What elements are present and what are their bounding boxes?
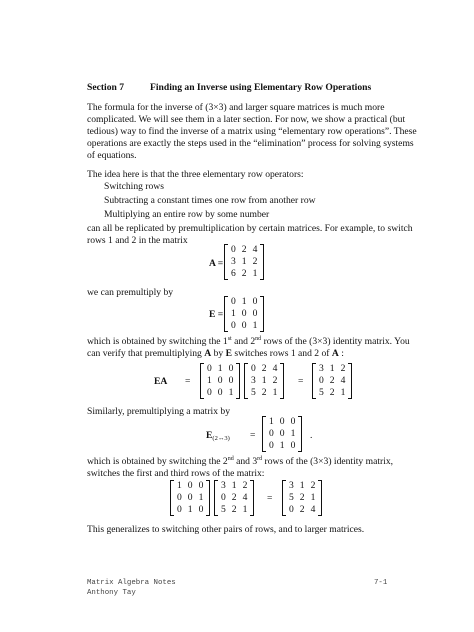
matrix-cell: 2 <box>231 492 237 503</box>
matrix-cell: 0 <box>231 244 236 255</box>
matrix-cell: 2 <box>231 504 237 515</box>
operation-item-1: Switching rows <box>104 181 164 192</box>
idea-line: The idea here is that the three elementary row operators: <box>87 169 304 180</box>
verify-line: can verify that premultiplying A by E switches rows 1 and 2 of A : <box>87 348 344 359</box>
matrix-cell: 1 <box>272 387 278 398</box>
matrix-row <box>248 363 280 375</box>
intro-line-4: operations are exactly the steps used in the “elimination” process for solving systems <box>87 138 414 149</box>
matrix-cell: 0 <box>207 363 212 374</box>
matrix-cell: 2 <box>329 387 335 398</box>
matrix-cell: 0 <box>198 504 204 515</box>
matrix-cell: 2 <box>340 363 346 374</box>
matrix-cell: 4 <box>252 244 258 255</box>
matrix-cell: 0 <box>289 504 294 515</box>
obtained-line-2: which is obtained by switching the 2nd and 3rd rows of the (3×3) identity matrix, <box>87 456 394 467</box>
matrix-cell: 0 <box>231 296 236 307</box>
footer-title: Matrix Algebra Notes <box>87 579 176 587</box>
matrix-cell: 0 <box>187 480 193 491</box>
obtained-line-1: which is obtained by switching the 1st and 2nd rows of the (3×3) identity matrix. You <box>87 336 410 347</box>
equation-A-label: A = <box>209 258 224 269</box>
matrix-row <box>228 268 260 280</box>
matrix-cell: 1 <box>217 363 223 374</box>
equals-sign: = <box>267 493 273 504</box>
matrix-row <box>248 387 280 399</box>
matrix-cell: 3 <box>231 256 236 267</box>
matrix-cell: 1 <box>231 480 237 491</box>
matrix-cell: 3 <box>251 375 256 386</box>
matrix-cell: 1 <box>187 504 193 515</box>
equals-sign: = <box>185 376 191 387</box>
matrix-cell: 0 <box>228 375 234 386</box>
matrix-cell: 1 <box>242 504 248 515</box>
matrix-cell: 2 <box>310 480 316 491</box>
matrix-row <box>174 492 206 504</box>
matrix-entries <box>248 363 280 399</box>
matrix-cell: 0 <box>252 308 258 319</box>
matrix-cell: 0 <box>251 363 256 374</box>
we-can-line: we can premultiply by <box>87 287 174 298</box>
matrix-cell: 3 <box>221 480 226 491</box>
matrix-row <box>174 480 206 492</box>
matrix-row <box>316 363 348 375</box>
matrix-cell: 1 <box>261 375 267 386</box>
matrix-cell: 0 <box>279 416 285 427</box>
matrix-row <box>228 308 260 320</box>
matrix-cell: 1 <box>279 440 285 451</box>
matrix-row <box>266 440 298 452</box>
matrix-row <box>204 363 236 375</box>
matrix-cell: 0 <box>177 492 182 503</box>
equals-sign: = <box>250 430 256 441</box>
matrix-entries <box>286 480 318 516</box>
equation-E-label: E = <box>209 309 224 320</box>
intro-line-3: tedious) way to find the inverse of a matrix using “elementary row operations”. These <box>87 126 417 137</box>
matrix-cell: 5 <box>221 504 226 515</box>
section-title: Finding an Inverse using Elementary Row Operations <box>150 82 372 93</box>
matrix-cell: 2 <box>299 492 305 503</box>
similarly-line: Similarly, premultiplying a matrix by <box>87 406 230 417</box>
matrix-EA-middle <box>244 363 284 399</box>
matrix-cell: 1 <box>329 363 335 374</box>
matrix-cell: 2 <box>261 363 267 374</box>
matrix-cell: 1 <box>252 320 258 331</box>
operation-item-2: Subtracting a constant times one row from another row <box>104 195 316 206</box>
matrix-cell: 2 <box>241 268 247 279</box>
matrix-cell: 2 <box>252 256 258 267</box>
matrix-cell: 0 <box>221 492 226 503</box>
matrix-entries <box>316 363 348 399</box>
matrix-row <box>316 387 348 399</box>
matrix-entries <box>218 480 250 516</box>
matrix-row <box>204 375 236 387</box>
matrix-cell: 0 <box>269 440 274 451</box>
matrix-entries <box>266 416 298 452</box>
matrix-switch-middle <box>214 480 254 516</box>
matrix-E23 <box>262 416 302 452</box>
matrix-cell: 0 <box>207 387 212 398</box>
matrix-cell: 1 <box>177 480 182 491</box>
matrix-cell: 2 <box>272 375 278 386</box>
equation-EA-label: EA <box>154 376 168 387</box>
matrix-EA-right <box>312 363 352 399</box>
intro-line-2: complicated. We will see them in a later section. For now, we show a practical (but <box>87 114 406 125</box>
matrix-row <box>228 296 260 308</box>
matrix-cell: 2 <box>299 504 305 515</box>
matrix-cell: 0 <box>228 363 234 374</box>
matrix-cell: 0 <box>177 504 182 515</box>
footer-author: Anthony Tay <box>87 589 136 597</box>
matrix-cell: 1 <box>241 296 247 307</box>
switches-line: switches the first and third rows of the matrix: <box>87 468 265 479</box>
right-bracket <box>260 244 264 280</box>
right-bracket <box>260 296 264 332</box>
matrix-row <box>266 416 298 428</box>
matrix-cell: 0 <box>217 387 223 398</box>
section-heading <box>87 82 371 95</box>
matrix-entries <box>174 480 206 516</box>
matrix-row <box>286 480 318 492</box>
matrix-cell: 0 <box>279 428 285 439</box>
matrix-row <box>218 504 250 516</box>
matrix-cell: 2 <box>329 375 335 386</box>
matrix-cell: 1 <box>310 492 316 503</box>
section-number: Section 7 <box>87 82 125 93</box>
matrix-cell: 1 <box>290 428 296 439</box>
matrix-cell: 0 <box>269 428 274 439</box>
period: . <box>310 430 313 441</box>
matrix-entries <box>228 244 260 280</box>
matrix-row <box>228 320 260 332</box>
matrix-row <box>266 428 298 440</box>
matrix-cell: 1 <box>241 256 247 267</box>
matrix-cell: 1 <box>207 375 212 386</box>
matrix-EA-left <box>200 363 240 399</box>
generalizes-line: This generalizes to switching other pairs of rows, and to larger matrices. <box>87 524 365 535</box>
matrix-switch-right <box>282 480 322 516</box>
matrix-row <box>286 504 318 516</box>
premult-line-2: rows 1 and 2 in the matrix <box>87 235 188 246</box>
equals-sign: = <box>298 376 304 387</box>
matrix-cell: 0 <box>252 296 258 307</box>
intro-line-5: of equations. <box>87 150 137 161</box>
operation-item-3: Multiplying an entire row by some number <box>104 209 270 220</box>
matrix-cell: 0 <box>241 320 247 331</box>
matrix-cell: 5 <box>289 492 294 503</box>
matrix-cell: 2 <box>242 480 248 491</box>
matrix-cell: 2 <box>241 244 247 255</box>
matrix-switch-left <box>170 480 210 516</box>
matrix-cell: 0 <box>290 440 296 451</box>
matrix-cell: 1 <box>269 416 274 427</box>
matrix-cell: 1 <box>231 308 236 319</box>
matrix-cell: 3 <box>319 363 324 374</box>
matrix-cell: 3 <box>289 480 294 491</box>
matrix-cell: 5 <box>251 387 256 398</box>
intro-line-1: The formula for the inverse of (3×3) and larger square matrices is much more <box>87 102 385 113</box>
matrix-cell: 0 <box>187 492 193 503</box>
matrix-row <box>228 256 260 268</box>
matrix-cell: 4 <box>340 375 346 386</box>
premult-line-1: can all be replicated by premultiplication by certain matrices. For example, to switch <box>87 223 413 234</box>
matrix-cell: 0 <box>241 308 247 319</box>
matrix-cell: 0 <box>319 375 324 386</box>
matrix-row <box>228 244 260 256</box>
matrix-cell: 4 <box>310 504 316 515</box>
matrix-cell: 0 <box>198 480 204 491</box>
matrix-cell: 1 <box>252 268 258 279</box>
matrix-E <box>224 296 264 332</box>
matrix-cell: 4 <box>272 363 278 374</box>
matrix-row <box>218 492 250 504</box>
matrix-cell: 6 <box>231 268 236 279</box>
matrix-row <box>248 375 280 387</box>
matrix-row <box>286 492 318 504</box>
equation-E23-label: $E_{(2\leftrightarrow 3)}$ <box>206 430 230 442</box>
matrix-row <box>316 375 348 387</box>
matrix-cell: 1 <box>228 387 234 398</box>
footer-page-number: 7-1 <box>374 579 388 587</box>
matrix-cell: 1 <box>340 387 346 398</box>
matrix-A <box>224 244 264 280</box>
matrix-cell: 0 <box>231 320 236 331</box>
matrix-cell: 0 <box>217 375 223 386</box>
matrix-entries <box>204 363 236 399</box>
matrix-cell: 0 <box>290 416 296 427</box>
matrix-cell: 5 <box>319 387 324 398</box>
matrix-cell: 1 <box>198 492 204 503</box>
matrix-cell: 1 <box>299 480 305 491</box>
matrix-entries <box>228 296 260 332</box>
matrix-cell: 2 <box>261 387 267 398</box>
matrix-row <box>174 504 206 516</box>
matrix-row <box>218 480 250 492</box>
matrix-cell: 4 <box>242 492 248 503</box>
matrix-row <box>204 387 236 399</box>
